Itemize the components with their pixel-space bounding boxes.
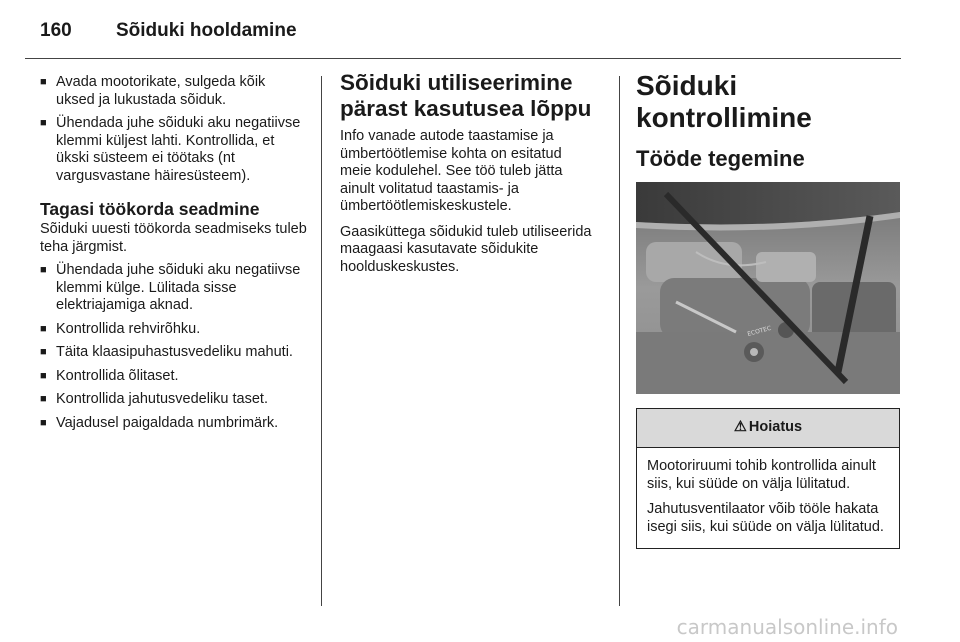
- warning-header: [637, 409, 899, 448]
- section-intro: Sõiduki uuesti töökorda seadmiseks tuleb teha järgmist.: [40, 221, 307, 255]
- section-heading: Sõiduki utiliseerimine pärast kasutusea lõppu: [340, 70, 592, 121]
- warning-title: Hoiatus: [748, 419, 803, 436]
- list-item: ■ Kontrollida jahutusvedeliku taset.: [40, 391, 308, 409]
- chapter-title: Sõiduki hooldamine: [116, 20, 297, 41]
- section-subheading: Tööde tegemine: [636, 146, 805, 171]
- column-divider-2: [619, 76, 620, 606]
- list-item: ■ Ühendada juhe sõiduki aku negatiivse klemmi külge. Lülitada sisse elektriajamiga aknad.: [40, 262, 308, 315]
- list-item: ■ Avada mootorikate, sulgeda kõik uksed ja lukustada sõiduk.: [40, 74, 308, 109]
- paragraph: Gaasiküttega sõidukid tuleb utiliseerida maagaasi kasutavate sõidukite hoolduskeskustes.: [340, 223, 592, 275]
- bullet-list-storage: [40, 74, 308, 185]
- list-item: ■ Täita klaasipuhastusvedeliku mahuti.: [40, 344, 308, 362]
- page-header: [40, 20, 297, 46]
- paragraph: Info vanade autode taastamise ja ümbertöötlemise kohta on esitatud meie kodulehel. See töö tuleb jätta ainult volitatud taastamis- ja ümbertöötlemiskeskustele.: [340, 128, 563, 214]
- watermark: carmanualsonline.info: [676, 615, 898, 639]
- list-item: ■ Kontrollida rehvirõhku.: [40, 321, 308, 339]
- column-divider-1: [321, 76, 322, 606]
- column-left: [40, 74, 308, 438]
- list-item: ■ Ühendada juhe sõiduki aku negatiivse klemmi küljest lahti. Kontrollida, et ükski süsteem ei töötaks (nt vargusvastane häiresüsteem).: [40, 115, 308, 185]
- bullet-list-restore: [40, 262, 308, 432]
- warning-body: [637, 448, 899, 548]
- warning-triangle-icon: ⚠: [733, 419, 747, 436]
- list-item: ■ Vajadusel paigaldada numbrimärk.: [40, 415, 308, 433]
- engine-cover-text: ECOTEC: [746, 324, 773, 338]
- header-rule: [25, 58, 901, 59]
- column-right: [636, 70, 904, 549]
- warning-paragraph: Mootoriruumi tohib kontrollida ainult siis, kui süüde on välja lülitatud.: [647, 458, 876, 492]
- warning-box: [636, 408, 900, 549]
- page-number: 160: [40, 20, 72, 41]
- engine-bay-photo: [636, 182, 900, 394]
- warning-paragraph: Jahutusventilaator võib tööle hakata isegi siis, kui süüde on välja lülitatud.: [647, 501, 884, 535]
- list-item: ■ Kontrollida õlitaset.: [40, 368, 308, 386]
- section-heading: Sõiduki kontrollimine: [636, 70, 812, 133]
- section-subheading: Tagasi töökorda seadmine: [40, 199, 260, 219]
- column-middle: [340, 70, 594, 284]
